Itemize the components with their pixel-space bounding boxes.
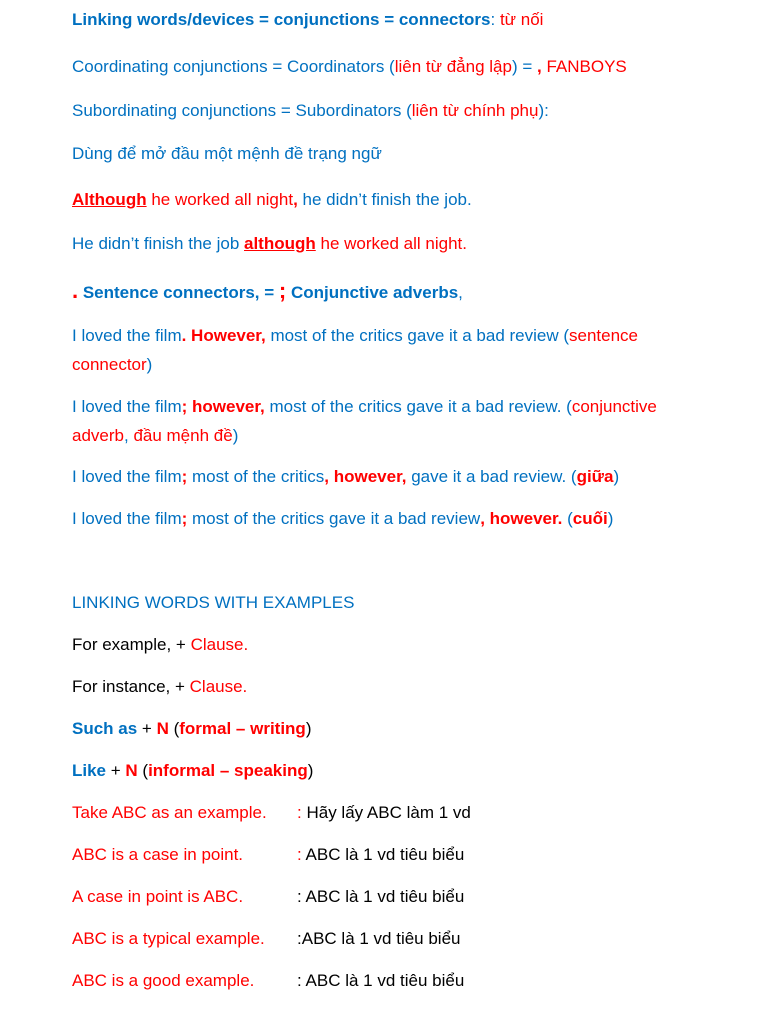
adverbial-clause-note: Dùng để mở đầu một mệnh đề trạng ngữ	[72, 144, 382, 163]
for-instance-line: For instance, + Clause.	[72, 677, 248, 696]
example-phrase-row: Take ABC as an example. : Hãy lấy ABC làm 1 vd	[72, 803, 471, 822]
example-phrase-row: ABC is a case in point. : ABC là 1 vd tiêu biểu	[72, 845, 465, 864]
for-example-line: For example, + Clause.	[72, 635, 249, 654]
sentence-connectors-heading: . Sentence connectors, = ; Conjunctive adverbs,	[72, 278, 463, 303]
example-conjunctive-adverb-middle: I loved the film; most of the critics, however, gave it a bad review. (giữa)	[72, 467, 620, 486]
like-line: Like + N (informal – speaking)	[72, 761, 314, 780]
example-although-middle: He didn’t finish the job although he worked all night.	[72, 234, 467, 253]
example-conjunctive-adverb-start: I loved the film; however, most of the critics gave it a bad review. (conjunctive adverb, đầu mệnh đề)	[72, 397, 657, 445]
title-linking-words: Linking words/devices = conjunctions = connectors: từ nối	[72, 10, 544, 29]
subordinating-conjunctions-line: Subordinating conjunctions = Subordinators (liên từ chính phụ):	[72, 101, 549, 120]
example-although-start: Although he worked all night, he didn’t finish the job.	[72, 190, 472, 209]
example-phrase-row: ABC is a typical example. :ABC là 1 vd tiêu biểu	[72, 929, 461, 948]
example-sentence-connector: I loved the film. However, most of the critics gave it a bad review (sentence connector)	[72, 326, 639, 374]
example-phrase-row: A case in point is ABC. : ABC là 1 vd tiêu biểu	[72, 887, 465, 906]
such-as-line: Such as + N (formal – writing)	[72, 719, 312, 738]
section-heading-linking-words: LINKING WORDS WITH EXAMPLES	[72, 593, 355, 612]
example-conjunctive-adverb-end: I loved the film; most of the critics gave it a bad review, however. (cuối)	[72, 509, 614, 528]
coordinating-conjunctions-line: Coordinating conjunctions = Coordinators (liên từ đẳng lập) = , FANBOYS	[72, 57, 627, 76]
example-phrase-row: ABC is a good example. : ABC là 1 vd tiêu biểu	[72, 971, 465, 990]
